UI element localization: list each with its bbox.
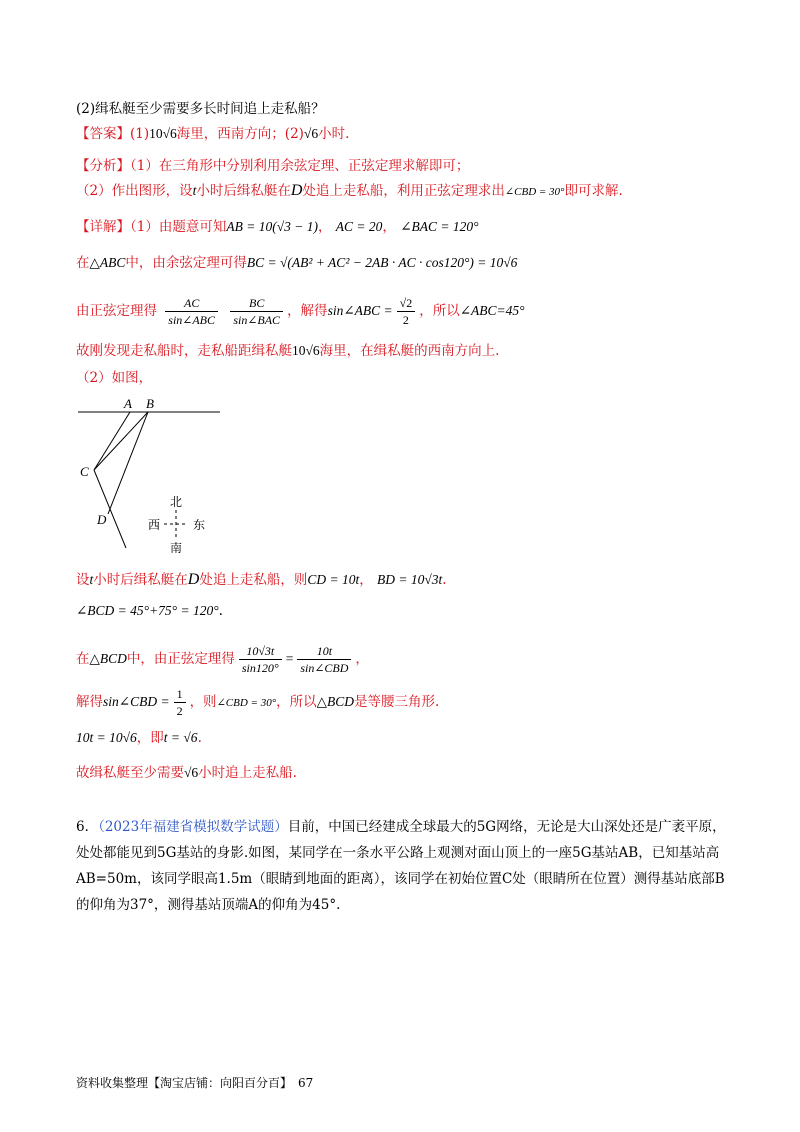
geometry-figure — [70, 392, 250, 562]
label-a: A — [124, 396, 132, 411]
fraction-10sqrt3t-sin120: $\frac{10√3t}{\sin 120^\circ}$ — [239, 643, 282, 676]
detail-line-10: 10t = 10√6，即t = √6. — [76, 730, 202, 746]
answer-value-1: 10√6 — [149, 126, 177, 141]
label-east: 东 — [193, 518, 206, 532]
detail-line-6: 设t小时后缉私艇在D处追上走私船，则CD = 10t， BD = 10√3t. — [76, 571, 447, 588]
detail-line-1: 【详解】（1）由题意可知AB = 10(√3 − 1)， AC = 20， ∠BAC = 120° — [76, 219, 479, 235]
label-c: C — [80, 464, 89, 479]
analysis-line-2: （2）作出图形，设t小时后缉私艇在D处追上走私船，利用正弦定理求出∠CBD = 30°即可求解. — [76, 182, 623, 199]
detail-line-9: 解得sin∠CBD = $\frac{1}{2}$ ，则∠CBD = 30°，所以△BCD是等腰三角形. — [76, 687, 440, 718]
fraction-ac-sin-abc: $\frac{AC}{\text{sin∠ABC}}$ — [165, 295, 218, 328]
label-west: 西 — [148, 518, 161, 532]
analysis-tag: 【分析】 — [76, 158, 130, 174]
page-footer: 资料收集整理【淘宝店铺：向阳百分百】 67 — [76, 1076, 314, 1090]
answer-value-2: √6 — [303, 126, 319, 141]
detail-line-7: ∠BCD = 45°+75° = 120°. — [76, 603, 223, 619]
label-north: 北 — [170, 495, 183, 509]
label-b: B — [146, 396, 154, 411]
question-6-number: 6． — [76, 819, 99, 835]
segment-ac — [94, 412, 130, 470]
answer-tag: 【答案】 — [76, 126, 130, 142]
label-south: 南 — [170, 541, 183, 555]
fraction-sqrt2-over-2: $\frac{√2}{2}$ — [397, 295, 416, 328]
question-6-source: （2023年福建省模拟数学试题） — [98, 819, 288, 835]
segment-bc — [94, 412, 148, 470]
detail-line-5: （2）如图， — [76, 370, 153, 386]
fraction-10t-sin-cbd: $\frac{10t}{\text{sin∠CBD}}$ — [297, 643, 351, 676]
fraction-bc-sin-bac: $\frac{BC}{\text{sin∠BAC}}$ — [230, 295, 283, 328]
segment-bd — [108, 412, 148, 514]
label-d: D — [97, 512, 107, 527]
detail-line-3: 由正弦定理得 $\frac{AC}{\text{sin∠ABC}}$ $\frac{BC}{\text{sin∠BAC}}$ ，解得sin∠ABC = $\frac{√2}{2}$ ，所以∠ABC=45° — [76, 296, 525, 327]
question-2: (2)缉私艇至少需要多长时间追上走私船？ — [76, 101, 325, 117]
detail-line-2: 在△ABC中，由余弦定理可得BC = √(AB² + AC² − 2AB · AC · cos120°) = 10√6 — [76, 255, 518, 271]
question-6 — [76, 814, 726, 918]
detail-line-8: 在△BCD中，由正弦定理得 $\frac{10√3t}{\sin 120^\circ}$ = $\frac{10t}{\text{sin∠CBD}}$ ， — [76, 644, 369, 675]
detail-tag: 【详解】 — [76, 219, 130, 235]
detail-line-4: 故刚发现走私船时，走私船距缉私艇10√6海里，在缉私艇的西南方向上. — [76, 343, 500, 359]
detail-line-11: 故缉私艇至少需要√6小时追上走私船. — [76, 765, 297, 781]
fraction-one-half: $\frac{1}{2}$ — [174, 686, 186, 719]
answer-line: 【答案】(1)10√6海里，西南方向；(2)√6小时. — [76, 126, 350, 142]
analysis-line-1: 【分析】（1）在三角形中分别利用余弦定理、正弦定理求解即可； — [76, 158, 470, 174]
question-6-text: 目前，中国已经建成全球最大的5G网络，无论是大山深处还是广袤平原，处处都能见到5G基站的身影.如图，某同学在一条水平公路上观测对面山顶上的一座5G基站AB，已知基站高AB=50m，该同学眼高1.5m（眼睛到地面的距离），该同学在初始位置C处（眼睛所在位置）测得基站底部B的仰角为37°，测得基站顶端A的仰角为45°. — [76, 819, 726, 913]
